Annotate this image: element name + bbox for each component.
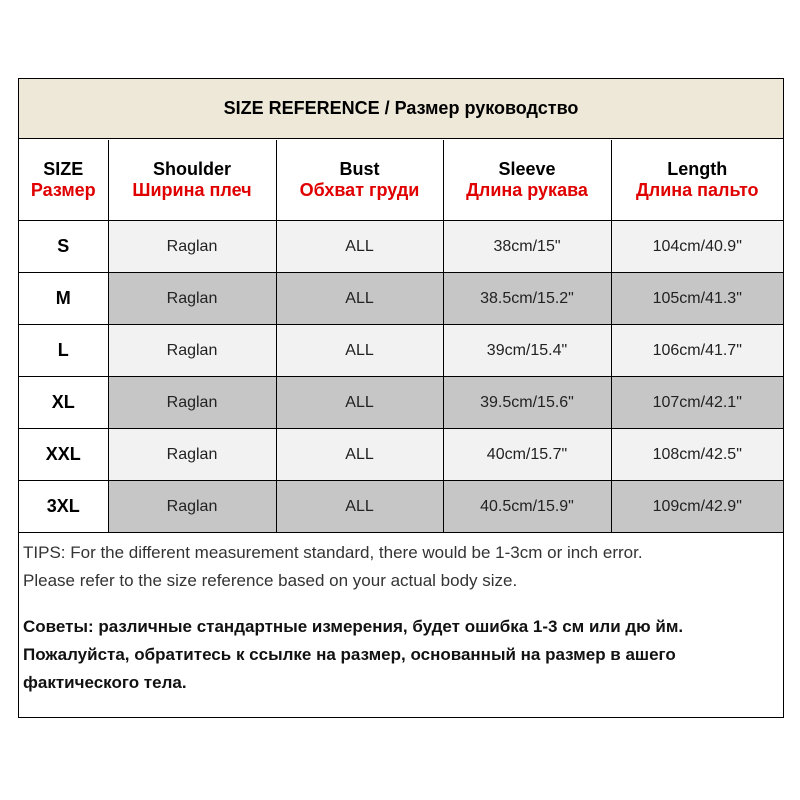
sleeve-cell: 39.5cm/15.6": [443, 377, 611, 429]
header-bust-ru: Обхват груди: [276, 180, 443, 221]
header-size: SIZE: [19, 140, 108, 180]
sleeve-cell: 38.5cm/15.2": [443, 273, 611, 325]
size-cell: XXL: [19, 429, 108, 481]
header-bust: Bust: [276, 140, 443, 180]
length-cell: 107cm/42.1": [611, 377, 783, 429]
header-size-ru: Размер: [19, 180, 108, 221]
bust-cell: ALL: [276, 377, 443, 429]
sleeve-cell: 39cm/15.4": [443, 325, 611, 377]
size-cell: XL: [19, 377, 108, 429]
bust-cell: ALL: [276, 429, 443, 481]
header-sleeve-ru: Длина рукава: [443, 180, 611, 221]
header-row-english: [19, 140, 783, 180]
sleeve-cell: 40cm/15.7": [443, 429, 611, 481]
shoulder-cell: Raglan: [108, 325, 276, 377]
bust-cell: ALL: [276, 481, 443, 533]
shoulder-cell: Raglan: [108, 273, 276, 325]
chart-title: SIZE REFERENCE / Размер руководство: [19, 79, 783, 139]
tip-english-line-2: Please refer to the size reference based on your actual body size.: [23, 571, 518, 590]
length-cell: 106cm/41.7": [611, 325, 783, 377]
size-cell: M: [19, 273, 108, 325]
tip-russian: Советы: различные стандартные измерения, будет ошибка 1-3 см или дю йм. Пожалуйста, обратитесь к ссылке на размер, основанный на размер в ашего фактического тела.: [23, 617, 684, 692]
table-row: [19, 325, 783, 377]
table-row: [19, 429, 783, 481]
shoulder-cell: Raglan: [108, 429, 276, 481]
shoulder-cell: Raglan: [108, 377, 276, 429]
length-cell: 108cm/42.5": [611, 429, 783, 481]
size-cell: L: [19, 325, 108, 377]
header-shoulder: Shoulder: [108, 140, 276, 180]
size-cell: S: [19, 221, 108, 273]
header-shoulder-ru: Ширина плеч: [108, 180, 276, 221]
header-sleeve: Sleeve: [443, 140, 611, 180]
sleeve-cell: 38cm/15": [443, 221, 611, 273]
table-row: [19, 221, 783, 273]
tips-section: [19, 539, 783, 697]
size-table: [19, 140, 783, 533]
length-cell: 105cm/41.3": [611, 273, 783, 325]
bust-cell: ALL: [276, 325, 443, 377]
header-length-ru: Длина пальто: [611, 180, 783, 221]
header-length: Length: [611, 140, 783, 180]
sleeve-cell: 40.5cm/15.9": [443, 481, 611, 533]
table-row: [19, 481, 783, 533]
shoulder-cell: Raglan: [108, 221, 276, 273]
header-row-russian: [19, 180, 783, 221]
size-cell: 3XL: [19, 481, 108, 533]
tip-english-line-1: TIPS: For the different measurement standard, there would be 1-3cm or inch error.: [23, 543, 643, 562]
shoulder-cell: Raglan: [108, 481, 276, 533]
bust-cell: ALL: [276, 221, 443, 273]
length-cell: 104cm/40.9": [611, 221, 783, 273]
size-chart: [18, 78, 784, 718]
length-cell: 109cm/42.9": [611, 481, 783, 533]
table-row: [19, 377, 783, 429]
table-row: [19, 273, 783, 325]
bust-cell: ALL: [276, 273, 443, 325]
